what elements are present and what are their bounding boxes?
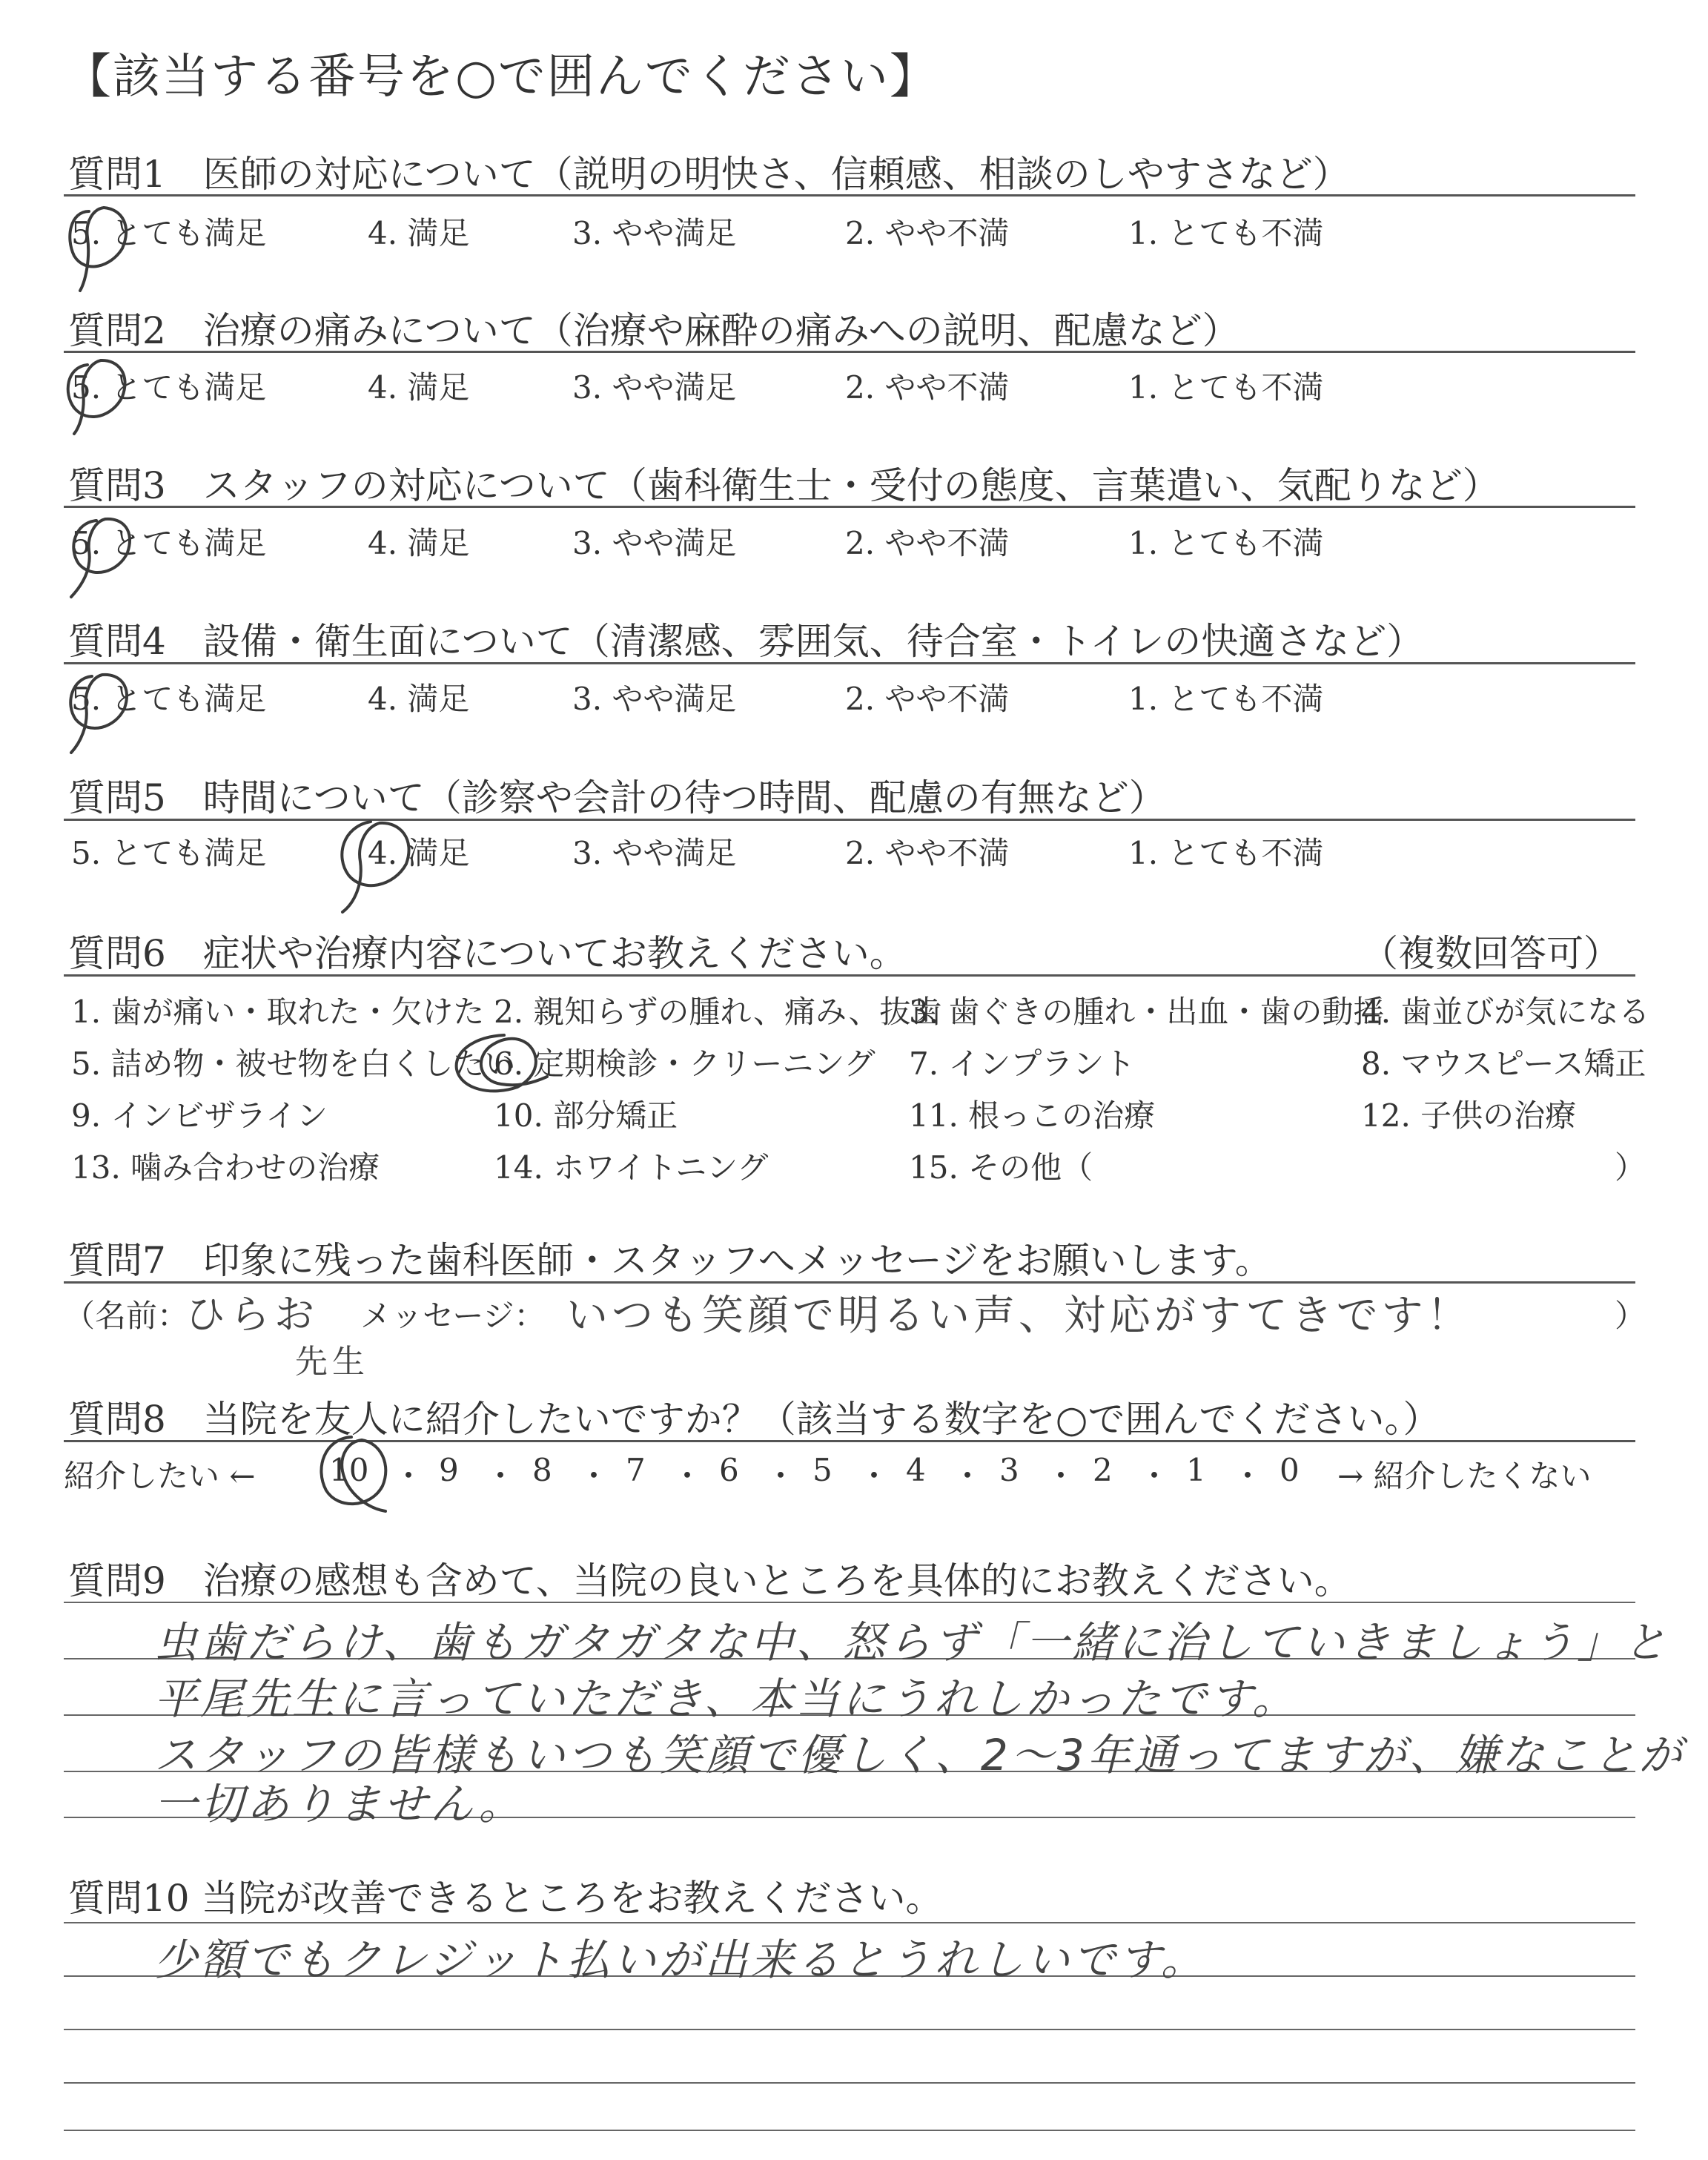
q8-scale-7[interactable]: 7 (626, 1452, 646, 1488)
q6-option-9[interactable]: 9. インビザライン (71, 1097, 328, 1134)
question-3-rule (64, 506, 1635, 508)
q8-separator: ・ (1139, 1458, 1171, 1494)
question-6-label: 質問6 症状や治療内容についてお教えください。 (68, 932, 907, 975)
question-5-rule (64, 819, 1635, 821)
q9-answer-line-2[interactable]: 平尾先生に言っていただき、本当にうれしかったです。 (154, 1674, 1299, 1724)
question-1-label: 質問1 医師の対応について（説明の明快さ、信頼感、相談のしやすさなど） (68, 153, 1350, 196)
question-6-note: （複数回答可） (1361, 932, 1621, 975)
q8-right-label: → 紹介したくない (1337, 1458, 1592, 1494)
q8-scale-3[interactable]: 3 (999, 1452, 1019, 1488)
q8-separator: ・ (765, 1458, 797, 1494)
q3-option-4[interactable]: 4. 満足 (368, 525, 470, 561)
q8-separator: ・ (1045, 1458, 1077, 1494)
question-8-rule (64, 1440, 1635, 1442)
q7-close-paren: ） (1615, 1298, 1646, 1334)
q2-option-1[interactable]: 1. とても不満 (1128, 369, 1324, 406)
q8-separator: ・ (578, 1458, 610, 1494)
q9-answer-line-3[interactable]: スタッフの皆様もいつも笑顔で優しく、2〜3年通ってますが、嫌なことが (154, 1730, 1685, 1780)
q8-scale-6[interactable]: 6 (719, 1452, 739, 1488)
q2-option-4[interactable]: 4. 満足 (368, 369, 470, 406)
q6-option-11[interactable]: 11. 根っこの治療 (909, 1097, 1156, 1134)
q8-left-label: 紹介したい ← (64, 1458, 256, 1494)
question-5-label: 質問5 時間について（診察や会計の待つ時間、配慮の有無など） (68, 776, 1166, 819)
q6-option-12[interactable]: 12. 子供の治療 (1361, 1097, 1577, 1134)
q8-scale-8[interactable]: 8 (532, 1452, 552, 1488)
q9-answer-line-4[interactable]: 一切ありません。 (154, 1779, 525, 1829)
question-10-label: 質問10 当院が改善できるところをお教えください。 (68, 1877, 943, 1920)
q6-option-5[interactable]: 5. 詰め物・被せ物を白くしたい (71, 1046, 516, 1082)
q6-option-4[interactable]: 4. 歯並びが気になる (1361, 994, 1650, 1030)
question-2-rule (64, 351, 1635, 353)
q3-option-5[interactable]: 5. とても満足 (71, 525, 267, 561)
q8-scale-2[interactable]: 2 (1093, 1452, 1113, 1488)
q8-separator: ・ (858, 1458, 890, 1494)
q8-separator: ・ (1232, 1458, 1264, 1494)
q6-option-10[interactable]: 10. 部分矯正 (494, 1097, 678, 1134)
q9-line-0 (64, 1602, 1635, 1603)
question-1-rule (64, 194, 1635, 196)
question-9-label: 質問9 治療の感想も含めて、当院の良いところを具体的にお教えください。 (68, 1559, 1351, 1602)
question-8-label: 質問8 当院を友人に紹介したいですか？（該当する数字を○で囲んでください。） (68, 1398, 1440, 1441)
question-4-rule (64, 662, 1635, 664)
q6-option-2[interactable]: 2. 親知らずの腫れ、痛み、抜歯 (494, 994, 942, 1030)
q3-option-1[interactable]: 1. とても不満 (1128, 525, 1324, 561)
q6-option-7[interactable]: 7. インプラント (909, 1046, 1136, 1082)
q7-message-label: メッセージ： (360, 1298, 546, 1334)
q8-scale-1[interactable]: 1 (1186, 1452, 1206, 1488)
q6-option-15[interactable]: 15. その他（ (909, 1149, 1093, 1186)
question-2-label: 質問2 治療の痛みについて（治療や麻酔の痛みへの説明、配慮など） (68, 309, 1239, 352)
q5-option-2[interactable]: 2. やや不満 (845, 835, 1010, 871)
q8-scale-10[interactable]: 10 (329, 1452, 369, 1488)
q6-option-3[interactable]: 3. 歯ぐきの腫れ・出血・歯の動揺 (909, 994, 1385, 1030)
q6-option-15-close: ） (1615, 1149, 1646, 1186)
q6-option-14[interactable]: 14. ホワイトニング (494, 1149, 769, 1186)
q1-option-5[interactable]: 5. とても満足 (71, 215, 267, 251)
q1-option-1[interactable]: 1. とても不満 (1128, 215, 1324, 251)
q8-scale-9[interactable]: 9 (439, 1452, 459, 1488)
q7-name-label: （名前： (64, 1298, 189, 1334)
q7-name-value-2[interactable]: 先生 (295, 1343, 369, 1381)
q4-option-1[interactable]: 1. とても不満 (1128, 681, 1324, 717)
q1-option-2[interactable]: 2. やや不満 (845, 215, 1010, 251)
question-7-label: 質問7 印象に残った歯科医師・スタッフへメッセージをお願いします。 (68, 1239, 1272, 1282)
q8-separator: ・ (393, 1458, 425, 1494)
q9-answer-line-1[interactable]: 虫歯だらけ、歯もガタガタな中、怒らず「一緒に治していきましょう」と (154, 1617, 1669, 1668)
q10-line-0 (64, 1922, 1635, 1923)
q10-line-4 (64, 2130, 1635, 2131)
q6-option-6[interactable]: 6. 定期検診・クリーニング (494, 1046, 875, 1082)
q6-option-13[interactable]: 13. 噛み合わせの治療 (71, 1149, 380, 1186)
q10-line-2 (64, 2029, 1635, 2030)
q5-option-5[interactable]: 5. とても満足 (71, 835, 267, 871)
q8-separator: ・ (485, 1458, 517, 1494)
q4-option-3[interactable]: 3. やや満足 (572, 681, 737, 717)
q4-option-2[interactable]: 2. やや不満 (845, 681, 1010, 717)
q3-option-2[interactable]: 2. やや不満 (845, 525, 1010, 561)
q6-option-1[interactable]: 1. 歯が痛い・取れた・欠けた (71, 994, 485, 1030)
q6-option-8[interactable]: 8. マウスピース矯正 (1361, 1046, 1646, 1082)
question-3-label: 質問3 スタッフの対応について（歯科衛生士・受付の態度、言葉遣い、気配りなど） (68, 464, 1500, 507)
question-4-label: 質問4 設備・衛生面について（清潔感、雰囲気、待合室・トイレの快適さなど） (68, 620, 1424, 663)
q1-option-3[interactable]: 3. やや満足 (572, 215, 737, 251)
q8-separator: ・ (672, 1458, 704, 1494)
q4-option-5[interactable]: 5. とても満足 (71, 681, 267, 717)
q5-option-3[interactable]: 3. やや満足 (572, 835, 737, 871)
q2-option-2[interactable]: 2. やや不満 (845, 369, 1010, 406)
q8-scale-0[interactable]: 0 (1280, 1452, 1300, 1488)
page-title: 【該当する番号を○で囲んでください】 (64, 50, 939, 105)
q4-option-4[interactable]: 4. 満足 (368, 681, 470, 717)
q2-option-3[interactable]: 3. やや満足 (572, 369, 737, 406)
q8-separator: ・ (952, 1458, 984, 1494)
question-6-rule (64, 974, 1635, 977)
q1-option-4[interactable]: 4. 満足 (368, 215, 470, 251)
q8-scale-5[interactable]: 5 (812, 1452, 833, 1488)
q3-option-3[interactable]: 3. やや満足 (572, 525, 737, 561)
q7-message-value[interactable]: いつも笑顔で明るい声、対応がすてきです！ (566, 1292, 1472, 1340)
q5-option-1[interactable]: 1. とても不満 (1128, 835, 1324, 871)
q5-option-4[interactable]: 4. 満足 (368, 835, 470, 871)
q8-scale-4[interactable]: 4 (906, 1452, 926, 1488)
q10-answer-line-1[interactable]: 少額でもクレジット払いが出来るとうれしいです。 (154, 1935, 1207, 1985)
q7-name-value[interactable]: ひらお (185, 1291, 319, 1338)
q2-option-5[interactable]: 5. とても満足 (71, 369, 267, 406)
q10-line-3 (64, 2082, 1635, 2084)
